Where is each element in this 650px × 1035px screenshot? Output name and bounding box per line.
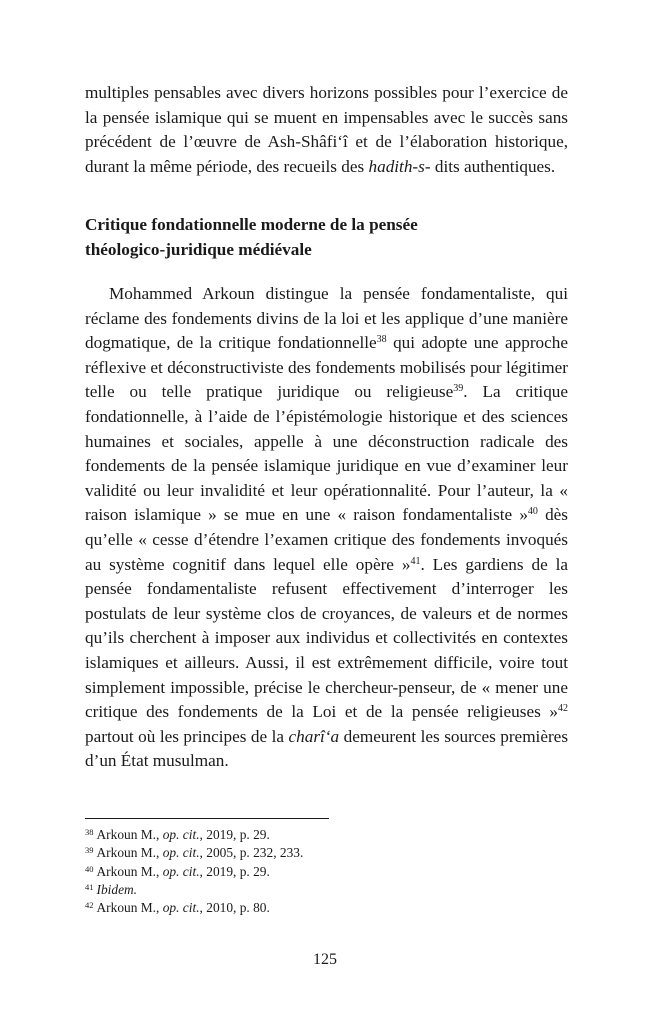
paragraph-text: Mohammed Arkoun distingue la pensée fondamentaliste, qui réclame des fondements divins de la loi et les applique d’une manière dogmatique, de la critique fondationnelle: [85, 284, 568, 353]
footnote-number: 41: [85, 881, 94, 892]
paragraph-text: dits authentiques.: [430, 156, 556, 176]
paragraph-text: partout où les principes de la: [85, 726, 289, 746]
footnote-number: 38: [85, 827, 94, 837]
paragraph-main: [85, 282, 568, 774]
heading-line-1: Critique fondationnelle moderne de la pensée: [85, 215, 418, 234]
footnote-number: 40: [85, 863, 94, 874]
paragraph-continuation: [85, 81, 568, 179]
footnote-author: Arkoun M.,: [96, 845, 163, 861]
footnote-item: [85, 863, 568, 881]
paragraph-text: . La critique fondationnelle, à l’aide de l’épistémologie historique et des sciences humaines et sociales, appelle à une déconstruction radicale des fondements de la pensée islamique juridique en vue d’examiner leur validité ou leur invalidité et leur opérationnalité. Pour l’auteur, la « raison islamique » se mue en une « raison fondamentaliste »: [85, 382, 569, 525]
paragraph-text: dès qu’elle « cesse d’étendre l’examen critique des fondements invoqués au système cognitif dans lequel elle opère »: [85, 505, 568, 574]
footnote-number: 42: [85, 900, 94, 911]
footnote-item: [85, 844, 568, 862]
footnote-rest: , 2019, p. 29.: [199, 827, 270, 842]
heading-line-2: théologico-juridique médiévale: [85, 240, 312, 259]
footnote-ref[interactable]: 39: [453, 383, 464, 395]
paragraph-text: demeurent les sources premières d’un État musulman.: [85, 726, 569, 771]
footnote-item: [85, 899, 568, 917]
footnote-rest: , 2010, p. 80.: [199, 900, 270, 916]
footnote-item: [85, 881, 568, 899]
footnote-ref[interactable]: 40: [527, 506, 538, 518]
footnote-author: Arkoun M.,: [96, 863, 163, 879]
footnote-italic: op. cit.: [162, 827, 200, 842]
italic-term-charia: charî‘a: [288, 726, 340, 746]
footnote-ref[interactable]: 41: [410, 555, 421, 567]
italic-term-hadith: hadith-s-: [368, 156, 431, 176]
footnote-ref[interactable]: 38: [376, 334, 387, 346]
paragraph-text: multiples pensables avec divers horizons possibles pour l’exercice de la pensée islamique qui se muent en impensables avec le succès sans précédent de l’œuvre de Ash-Shâfi‘î et de l’élaboration historique, durant la même période, des recueils des: [85, 83, 568, 176]
footnote-italic: op. cit.: [162, 863, 200, 879]
page-number: 125: [313, 951, 337, 968]
footnote-rest: , 2005, p. 232, 233.: [199, 845, 304, 861]
footnote-item: [85, 826, 568, 844]
footnote-italic: op. cit.: [162, 900, 200, 916]
footnote-ref[interactable]: 42: [558, 703, 568, 715]
paragraph-text: qui adopte une approche réflexive et déconstructiviste des fondements mobilisés pour légitimer telle ou telle pratique juridique ou religieuse: [85, 333, 568, 402]
footnote-separator: [85, 818, 329, 819]
footnote-author: Arkoun M.,: [96, 900, 163, 916]
paragraph-text: . Les gardiens de la pensée fondamentaliste refusent effectivement d’interroger les postulats de leur système clos de croyances, de valeurs et de normes qu’ils cherchent à imposer aux individus et collectivités en contextes islamiques et ailleurs. Aussi, il est extrêmement difficile, voire tout simplement impossible, précise le chercheur-penseur, de « mener une critique des fondements de la Loi et de la pensée religieuses »: [85, 554, 569, 722]
footnote-author: Arkoun M.,: [96, 827, 163, 842]
section-heading: [85, 212, 568, 262]
footnote-number: 39: [85, 845, 94, 856]
footnote-rest: , 2019, p. 29.: [199, 863, 270, 879]
footnotes: [85, 826, 568, 917]
footnote-italic: op. cit.: [162, 845, 200, 861]
footnote-italic: Ibidem.: [96, 881, 138, 897]
